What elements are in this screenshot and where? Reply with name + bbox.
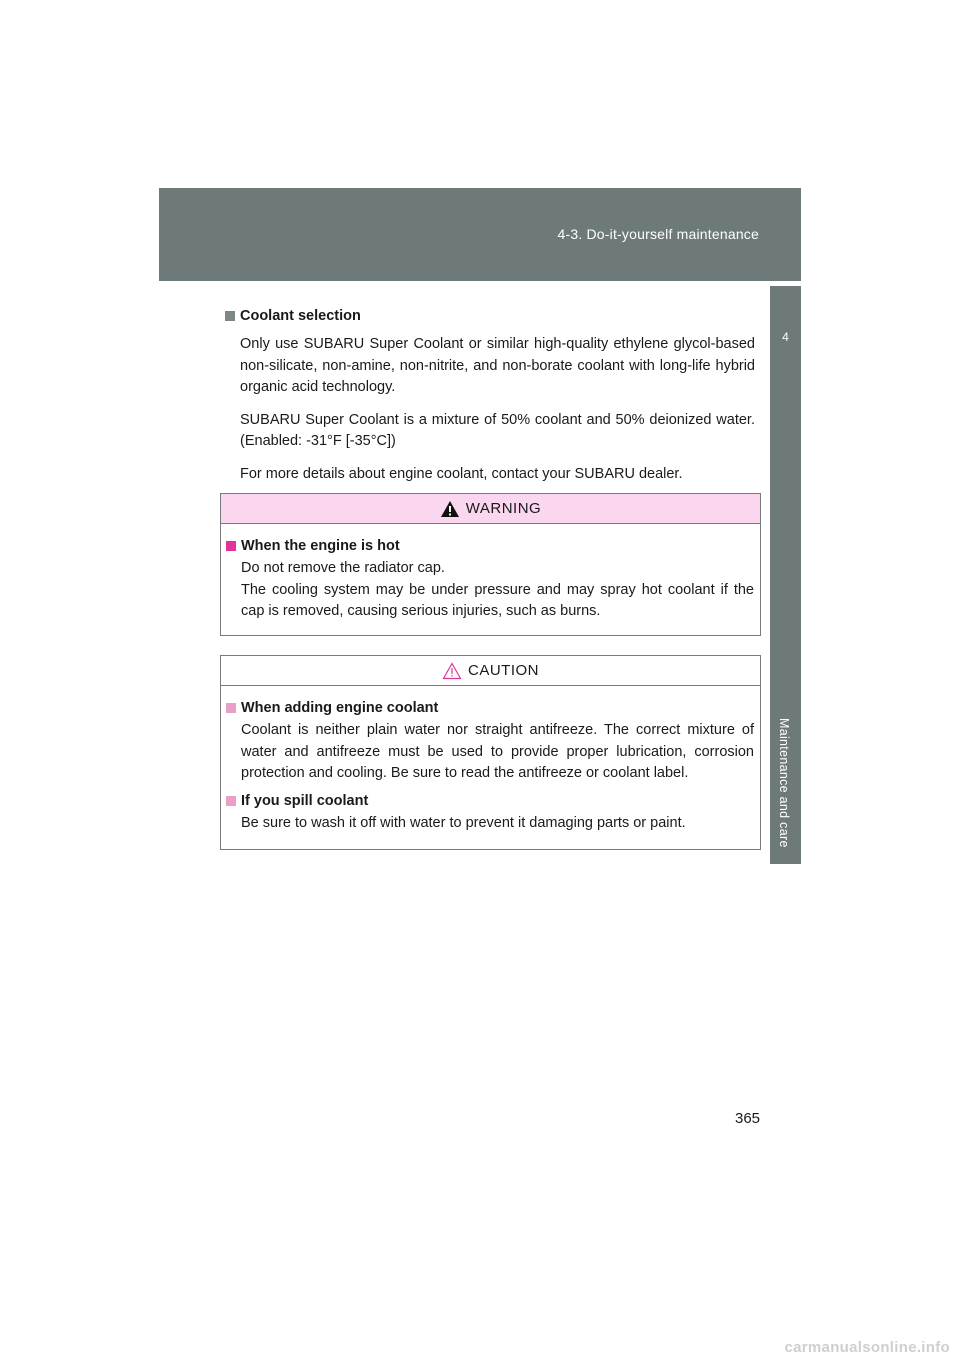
coolant-selection-section: [225, 308, 755, 496]
caution-title: CAUTION: [468, 662, 539, 679]
square-bullet-icon: [226, 796, 236, 806]
warning-header: [221, 494, 760, 524]
tab-divider: [770, 281, 801, 286]
caution-header: [221, 656, 760, 686]
caution-item-text: Coolant is neither plain water nor straight antifreeze. The correct mixture of water and antifreeze must be used to provide proper lubrication, corrosion protection and cooling. Be sure to read the antifreeze or coolant label.: [241, 722, 754, 781]
warning-triangle-icon: [440, 500, 460, 518]
caution-item-heading: When adding engine coolant: [226, 700, 754, 716]
caution-item-text: Be sure to wash it off with water to prevent it damaging parts or paint.: [241, 814, 686, 831]
square-bullet-icon: [225, 311, 235, 321]
warning-title: WARNING: [465, 500, 542, 517]
chapter-label: Maintenance and care: [777, 718, 791, 848]
caution-triangle-icon: [442, 662, 462, 680]
chapter-number: 4: [782, 330, 789, 344]
paragraph: For more details about engine coolant, contact your SUBARU dealer.: [240, 465, 683, 482]
watermark: carmanualsonline.info: [784, 1339, 950, 1356]
square-bullet-icon: [226, 703, 236, 713]
warning-line: Do not remove the radiator cap.: [241, 560, 445, 576]
caution-item-heading: If you spill coolant: [226, 793, 754, 809]
warning-line: The cooling system may be under pressure and may spray hot coolant if the cap is removed, causing serious injuries, such as burns.: [241, 581, 754, 619]
warning-box: [220, 493, 761, 636]
header-bar: [159, 188, 801, 281]
chapter-side-tab: [770, 188, 801, 864]
page-number: 365: [735, 1110, 761, 1127]
section-title: 4-3. Do-it-yourself maintenance: [557, 226, 759, 242]
warning-body: [221, 524, 760, 639]
paragraph: SUBARU Super Coolant is a mixture of 50% coolant and 50% deionized water. (Enabled: -31°F [-35°C]): [240, 411, 755, 449]
caution-box: [220, 655, 761, 850]
square-bullet-icon: [226, 541, 236, 551]
paragraph: Only use SUBARU Super Coolant or similar high-quality ethylene glycol-based non-silicate, non-amine, non-nitrite, and non-borate coolant with long-life hybrid organic acid technology.: [240, 336, 755, 395]
caution-body: [221, 686, 760, 850]
warning-item-heading: When the engine is hot: [226, 538, 754, 554]
coolant-selection-heading: Coolant selection: [225, 308, 755, 324]
